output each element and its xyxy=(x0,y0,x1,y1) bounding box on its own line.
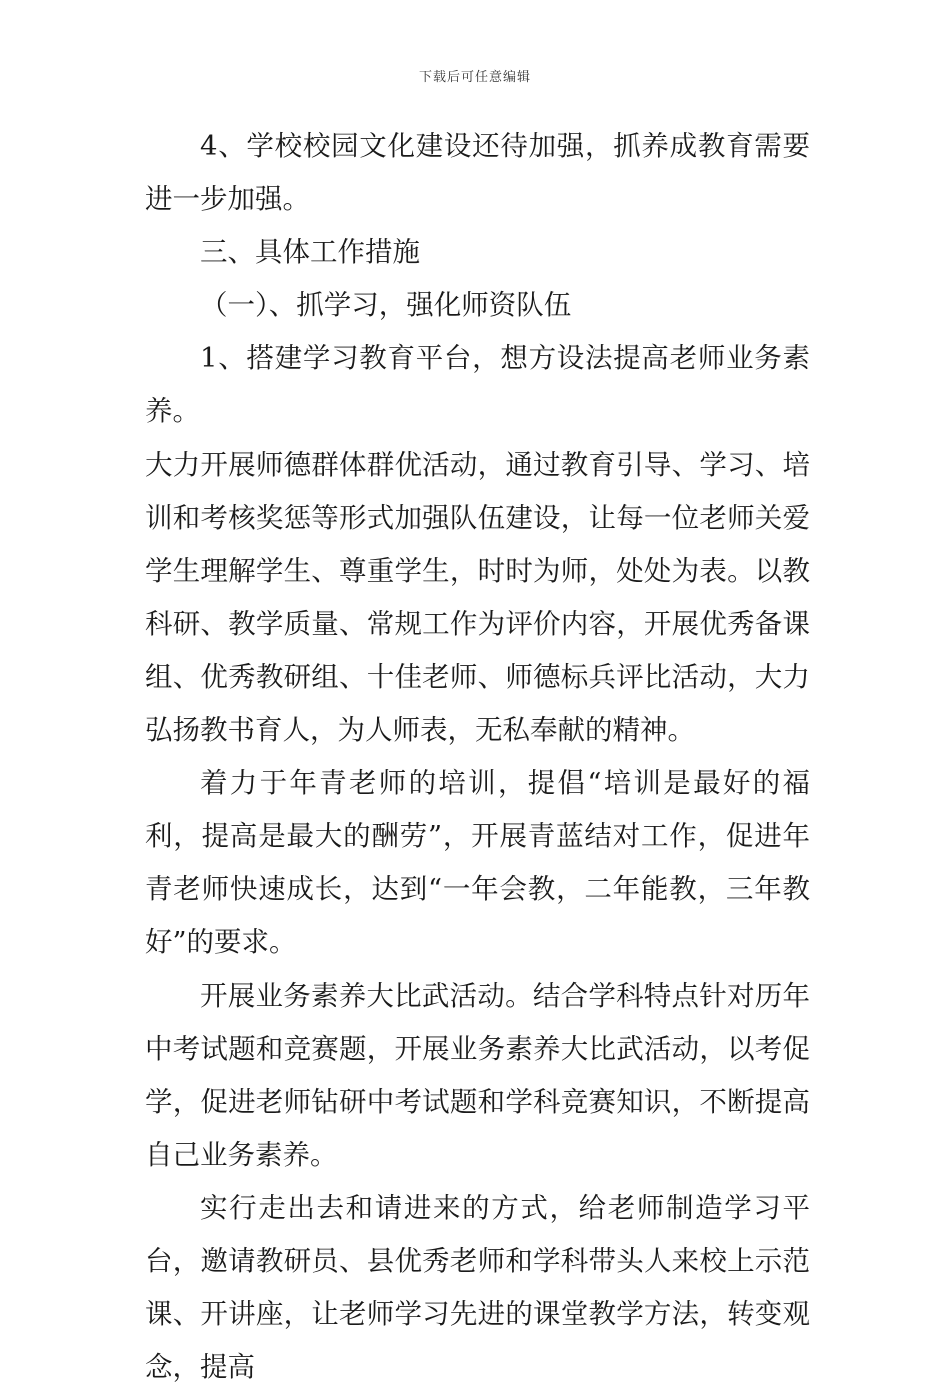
paragraph-go-out-invite-in: 实行走出去和请进来的方式，给老师制造学习平台，邀请教研员、县优秀老师和学科带头人来校上示范课、开讲座，让老师学习先进的课堂教学方法，转变观念，提高 xyxy=(145,1191,810,1384)
paragraph-school-culture: 4、学校校园文化建设还待加强，抓养成教育需要进一步加强。 xyxy=(145,130,810,216)
document-body xyxy=(145,120,810,1394)
paragraph-teacher-ethics: 大力开展师德群体群优活动，通过教育引导、学习、培训和考核奖惩等形式加强队伍建设，让每一位老师关爱学生理解学生、尊重学生，时时为师，处处为表。以教科研、教学质量、常规工作为评价内容，开展优秀备课组、优秀教研组、十佳老师、师德标兵评比活动，大力弘扬教书育人，为人师表，无私奉献的精神。 xyxy=(145,448,810,747)
subsection-heading-study: （一）、抓学习，强化师资队伍 xyxy=(200,289,572,322)
paragraph-learning-platform: 1、搭建学习教育平台，想方设法提高老师业务素养。 xyxy=(145,342,810,428)
download-note: 下载后可任意编辑 xyxy=(418,70,531,85)
paragraph-skills-competition: 开展业务素养大比武活动。结合学科特点针对历年中考试题和竞赛题，开展业务素养大比武活动，以考促学，促进老师钻研中考试题和学科竞赛知识，不断提高自己业务素养。 xyxy=(145,979,810,1171)
paragraph-young-teachers: 着力于年青老师的培训，提倡“培训是最好的福利，提高是最大的酬劳”，开展青蓝结对工作，促进年青老师快速成长，达到“一年会教，二年能教，三年教好”的要求。 xyxy=(145,767,810,959)
section-heading-measures: 三、具体工作措施 xyxy=(200,236,420,269)
